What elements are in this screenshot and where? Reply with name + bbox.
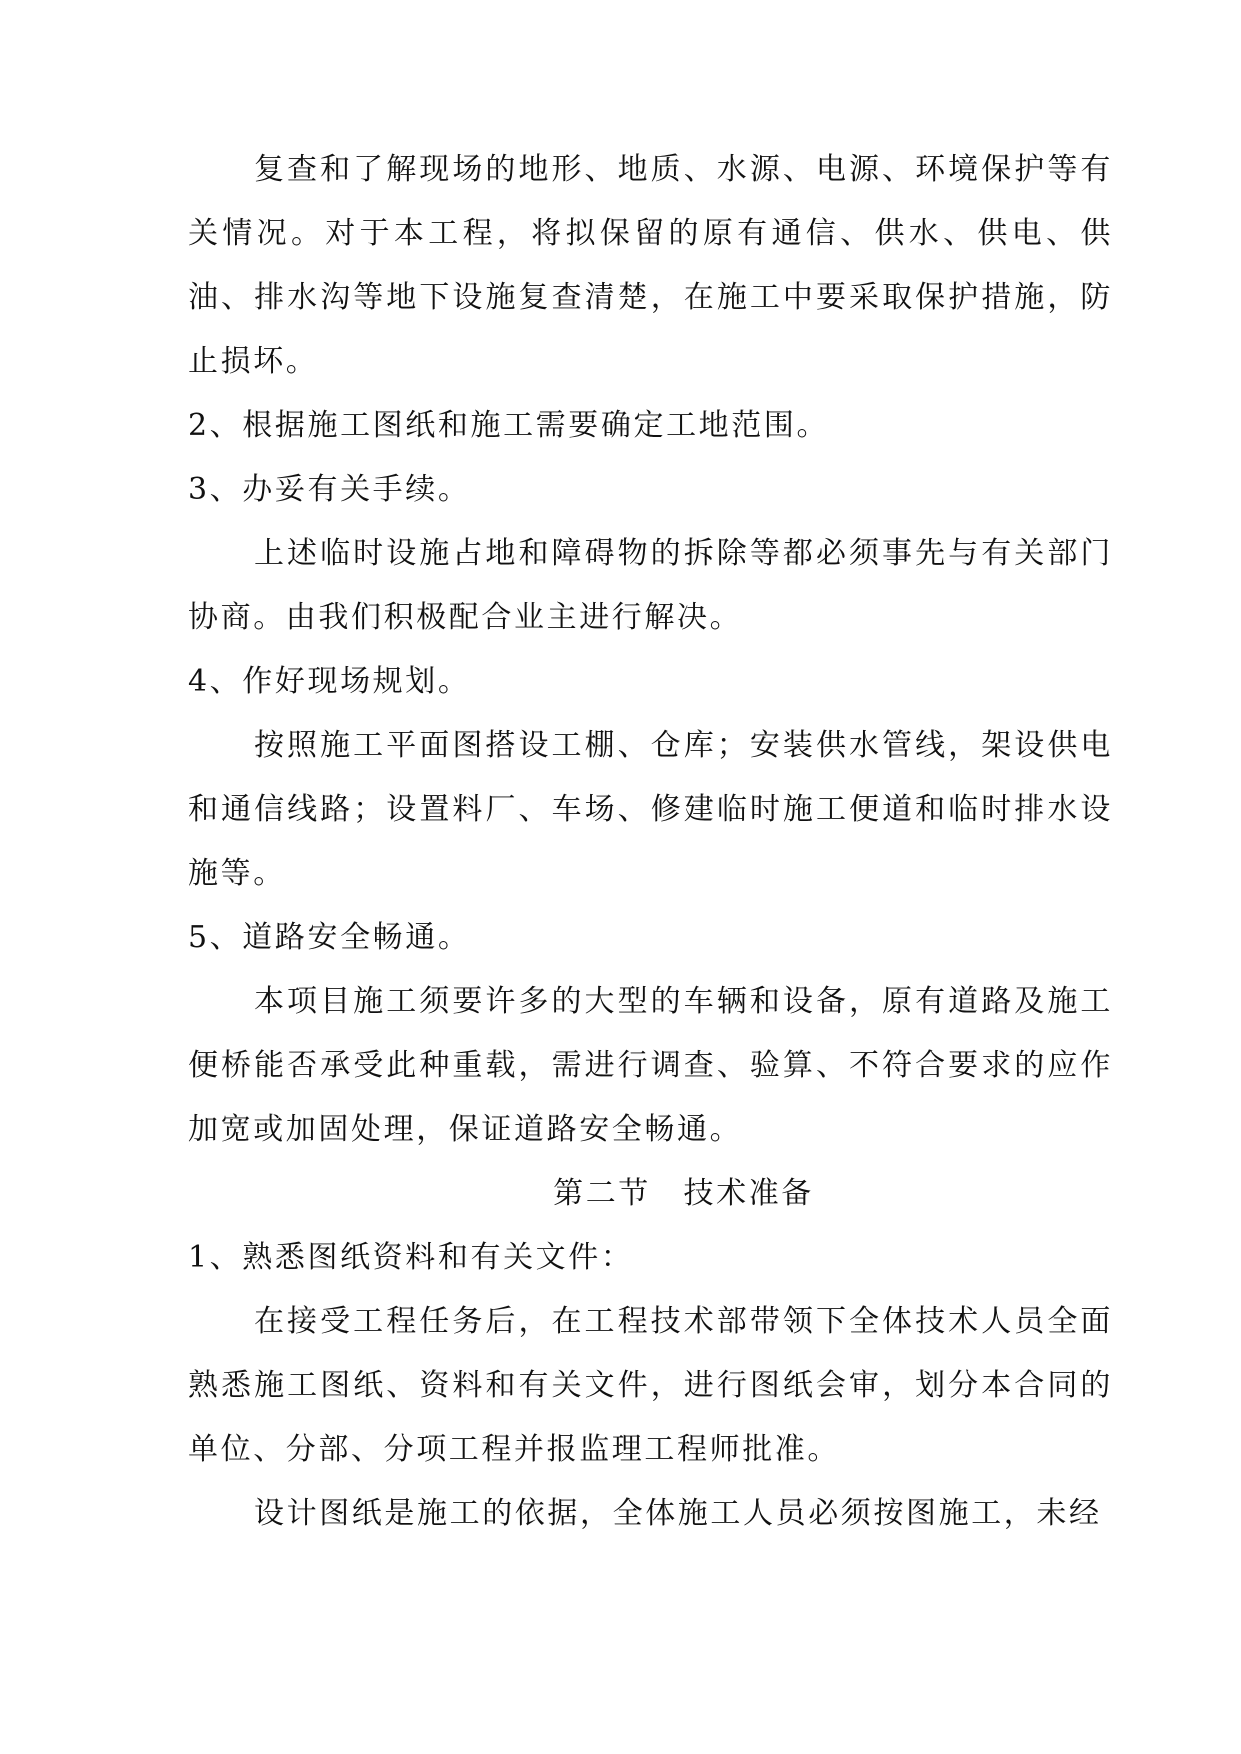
paragraph-heavy-vehicles: 本项目施工须要许多的大型的车辆和设备，原有道路及施工便桥能否承受此种重载，需进行调查、验算、不符合要求的应作加宽或加固处理，保证道路安全畅通。 (188, 984, 1113, 1147)
list-item-site-range: 2、根据施工图纸和施工需要确定工地范围。 (188, 408, 830, 443)
paragraph-consultation: 上述临时设施占地和障碍物的拆除等都必须事先与有关部门协商。由我们积极配合业主进行解决。 (188, 536, 1113, 635)
paragraph-temporary-facilities: 按照施工平面图搭设工棚、仓库；安装供水管线，架设供电和通信线路；设置料厂、车场、修建临时施工便道和临时排水设施等。 (188, 728, 1113, 891)
paragraph-drawing-review: 在接受工程任务后，在工程技术部带领下全体技术人员全面熟悉施工图纸、资料和有关文件，进行图纸会审，划分本合同的单位、分部、分项工程并报监理工程师批准。 (188, 1304, 1113, 1467)
section-heading: 第二节 技术准备 (553, 1176, 814, 1211)
list-item-procedures: 3、办妥有关手续。 (188, 472, 471, 507)
list-item-drawings: 1、熟悉图纸资料和有关文件： (188, 1240, 634, 1275)
list-item-road-safety: 5、道路安全畅通。 (188, 920, 471, 955)
paragraph-design-basis: 设计图纸是施工的依据，全体施工人员必须按图施工，未经 (254, 1496, 1102, 1531)
list-item-site-planning: 4、作好现场规划。 (188, 664, 471, 699)
paragraph-site-survey: 复查和了解现场的地形、地质、水源、电源、环境保护等有关情况。对于本工程，将拟保留的原有通信、供水、供电、供油、排水沟等地下设施复查清楚，在施工中要采取保护措施，防止损坏。 (188, 152, 1113, 379)
